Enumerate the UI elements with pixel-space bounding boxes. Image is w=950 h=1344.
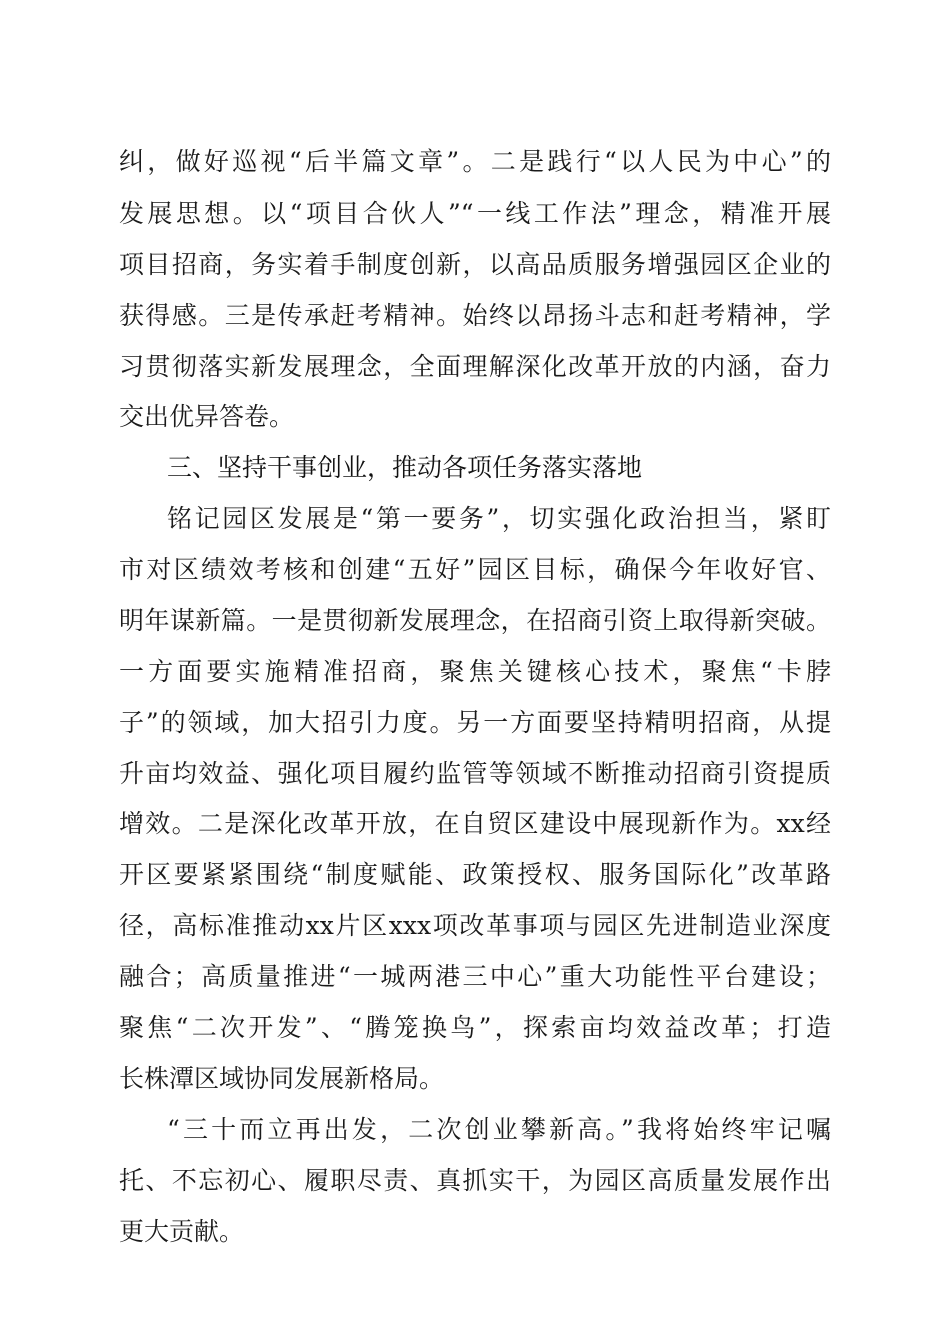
paragraph-1-line-3: 项目招商，务实着手制度创新，以高品质服务增强园区企业的 xyxy=(119,250,831,279)
paragraph-2-line-11: 聚焦“二次开发”、“腾笼换鸟”，探索亩均效益改革；打造 xyxy=(119,1013,831,1042)
paragraph-2-line-8: 开区要紧紧围绕“制度赋能、政策授权、服务国际化”改革路 xyxy=(119,860,831,889)
paragraph-2-line-9: 径，高标准推动xx片区xxx项改革事项与园区先进制造业深度 xyxy=(119,911,831,940)
paragraph-3-line-1: “三十而立再出发，二次创业攀新高。”我将始终牢记嘱 xyxy=(167,1115,831,1144)
paragraph-1-line-5: 习贯彻落实新发展理念，全面理解深化改革开放的内涵，奋力 xyxy=(119,352,831,381)
paragraph-2-line-3: 明年谋新篇。一是贯彻新发展理念，在招商引资上取得新突破。 xyxy=(119,606,831,635)
paragraph-1-line-6: 交出优异答卷。 xyxy=(119,402,295,431)
paragraph-1-line-1: 纠，做好巡视“后半篇文章”。二是践行“以人民为中心”的 xyxy=(119,147,831,176)
paragraph-2-line-4: 一方面要实施精准招商，聚焦关键核心技术，聚焦“卡脖 xyxy=(119,657,831,686)
paragraph-1-line-4: 获得感。三是传承赶考精神。始终以昂扬斗志和赶考精神，学 xyxy=(119,301,831,330)
paragraph-2-line-2: 市对区绩效考核和创建“五好”园区目标，确保今年收好官、 xyxy=(119,555,831,584)
paragraph-2-line-12: 长株潭区域协同发展新格局。 xyxy=(119,1064,445,1093)
paragraph-2-line-1: 铭记园区发展是“第一要务”，切实强化政治担当，紧盯 xyxy=(167,504,831,533)
paragraph-3-line-3: 更大贡献。 xyxy=(119,1217,245,1246)
paragraph-1-line-2: 发展思想。以“项目合伙人”“一线工作法”理念，精准开展 xyxy=(119,199,831,228)
section-heading-3: 三、坚持干事创业，推动各项任务落实落地 xyxy=(167,453,643,482)
paragraph-2-line-5: 子”的领域，加大招引力度。另一方面要坚持精明招商，从提 xyxy=(119,708,831,737)
paragraph-3-line-2: 托、不忘初心、履职尽责、真抓实干，为园区高质量发展作出 xyxy=(119,1166,831,1195)
paragraph-2-line-10: 融合；高质量推进“一城两港三中心”重大功能性平台建设； xyxy=(119,962,831,991)
paragraph-2-line-7: 增效。二是深化改革开放，在自贸区建设中展现新作为。xx经 xyxy=(119,809,831,838)
paragraph-2-line-6: 升亩均效益、强化项目履约监管等领域不断推动招商引资提质 xyxy=(119,759,831,788)
